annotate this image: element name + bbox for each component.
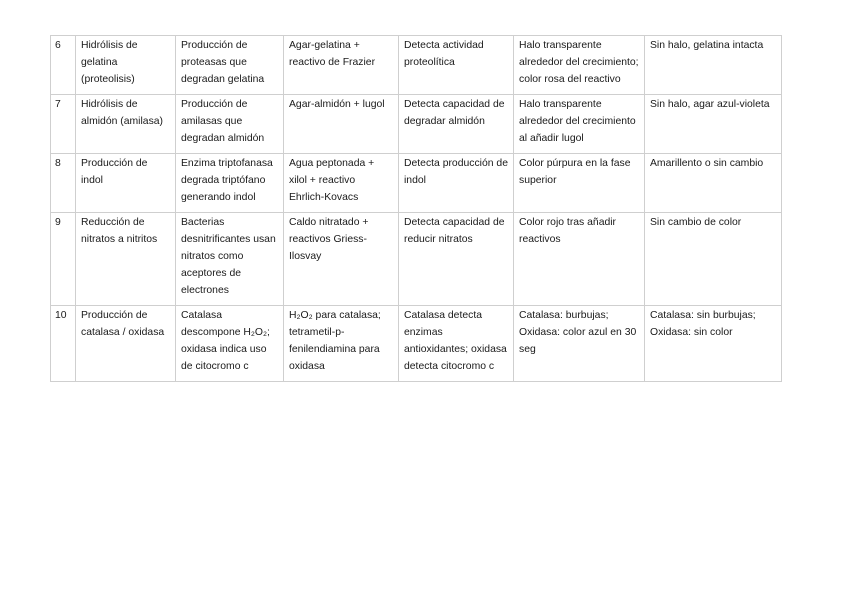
- test-medium: H₂O₂ para catalasa; tetrametil-p-fenilendiamina para oxidasa: [284, 306, 399, 382]
- test-medium: Agua peptonada + xilol + reactivo Ehrlich-Kovacs: [284, 154, 399, 213]
- test-medium: Agar-gelatina + reactivo de Frazier: [284, 36, 399, 95]
- test-basis: Enzima triptofanasa degrada triptófano generando indol: [176, 154, 284, 213]
- test-name: Producción de indol: [76, 154, 176, 213]
- positive-result: Halo transparente alrededor del crecimiento al añadir lugol: [514, 95, 645, 154]
- negative-result: Sin halo, gelatina intacta: [645, 36, 782, 95]
- row-number: 10: [51, 306, 76, 382]
- table-row: [51, 306, 782, 382]
- row-number: 8: [51, 154, 76, 213]
- positive-result: Halo transparente alrededor del crecimiento; color rosa del reactivo: [514, 36, 645, 95]
- test-purpose: Catalasa detecta enzimas antioxidantes; oxidasa detecta citocromo c: [399, 306, 514, 382]
- test-basis: Producción de proteasas que degradan gelatina: [176, 36, 284, 95]
- table-row: [51, 36, 782, 95]
- table-row: [51, 95, 782, 154]
- test-purpose: Detecta capacidad de degradar almidón: [399, 95, 514, 154]
- test-medium: Caldo nitratado + reactivos Griess-Ilosvay: [284, 213, 399, 306]
- test-name: Hidrólisis de gelatina (proteolisis): [76, 36, 176, 95]
- negative-result: Sin halo, agar azul-violeta: [645, 95, 782, 154]
- test-basis: Catalasa descompone H₂O₂; oxidasa indica uso de citocromo c: [176, 306, 284, 382]
- test-name: Producción de catalasa / oxidasa: [76, 306, 176, 382]
- positive-result: Catalasa: burbujas; Oxidasa: color azul en 30 seg: [514, 306, 645, 382]
- negative-result: Sin cambio de color: [645, 213, 782, 306]
- test-name: Hidrólisis de almidón (amilasa): [76, 95, 176, 154]
- test-medium: Agar-almidón + lugol: [284, 95, 399, 154]
- test-purpose: Detecta producción de indol: [399, 154, 514, 213]
- negative-result: Amarillento o sin cambio: [645, 154, 782, 213]
- test-name: Reducción de nitratos a nitritos: [76, 213, 176, 306]
- row-number: 7: [51, 95, 76, 154]
- test-basis: Producción de amilasas que degradan almidón: [176, 95, 284, 154]
- table-row: [51, 154, 782, 213]
- biochemical-tests-table: [50, 35, 782, 382]
- table-row: [51, 213, 782, 306]
- positive-result: Color rojo tras añadir reactivos: [514, 213, 645, 306]
- negative-result: Catalasa: sin burbujas; Oxidasa: sin color: [645, 306, 782, 382]
- test-purpose: Detecta capacidad de reducir nitratos: [399, 213, 514, 306]
- test-purpose: Detecta actividad proteolítica: [399, 36, 514, 95]
- row-number: 9: [51, 213, 76, 306]
- positive-result: Color púrpura en la fase superior: [514, 154, 645, 213]
- test-basis: Bacterias desnitrificantes usan nitratos como aceptores de electrones: [176, 213, 284, 306]
- row-number: 6: [51, 36, 76, 95]
